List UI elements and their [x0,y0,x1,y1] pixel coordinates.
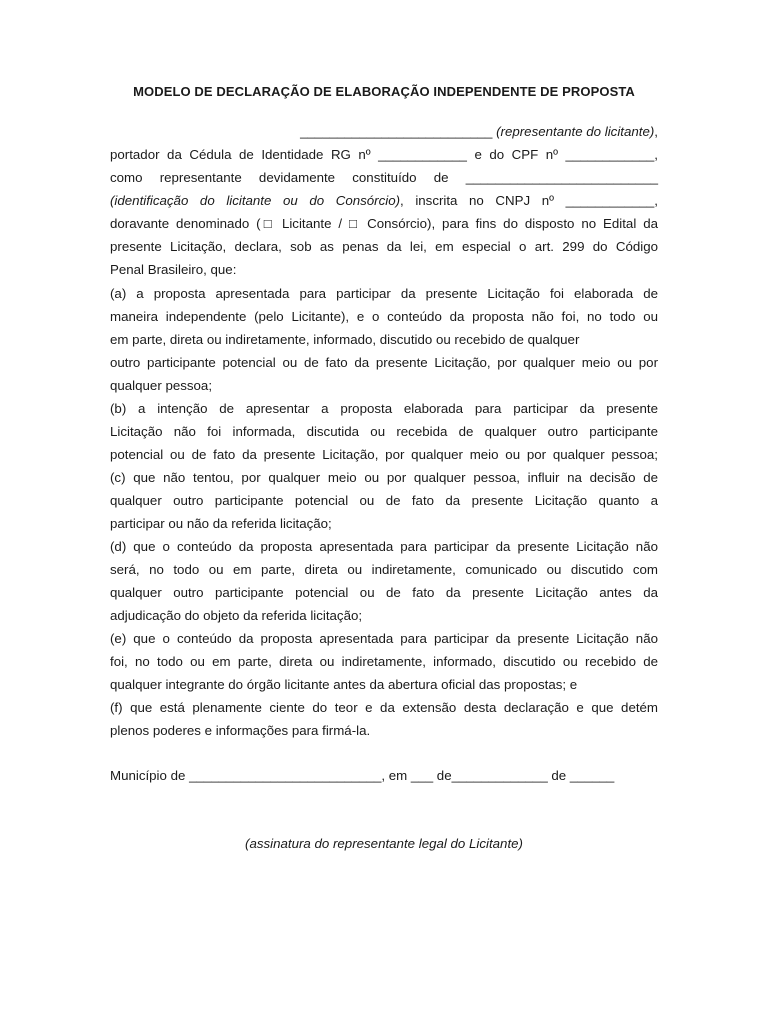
body-line: doravante denominado (□ Licitante / □ Consórcio), para fins do disposto no Edital da [110,216,658,231]
body-line: foi, no todo ou em parte, direta ou indiretamente, informado, discutido ou recebido de [110,654,658,669]
body-line: (c) que não tentou, por qualquer meio ou por qualquer pessoa, influir na decisão de [110,470,658,485]
body-line: em parte, direta ou indiretamente, informado, discutido ou recebido de qualquer [110,332,580,347]
body-line: presente Licitação, declara, sob as penas da lei, em especial o art. 299 do Código [110,239,658,254]
body-line: Licitação não foi informada, discutida ou recebida de qualquer outro participante [110,424,658,439]
body-line: adjudicação do objeto da referida licitação; [110,608,363,623]
body-line: potencial ou de fato da presente Licitação, por qualquer meio ou por qualquer pessoa; [110,447,658,462]
signature-caption: (assinatura do representante legal do Licitante) [245,836,523,851]
place-date-line: Município de __________________________, em ___ de_____________ de ______ [110,768,615,783]
body-line: (identificação do licitante ou do Consórcio), inscrita no CNPJ nº ____________, [110,193,658,208]
body-line: (f) que está plenamente ciente do teor e da extensão desta declaração e que detém [110,700,658,715]
body-line: (a) a proposta apresentada para participar da presente Licitação foi elaborada de [110,286,658,301]
body-line: qualquer outro participante potencial ou de fato da presente Licitação quanto a [110,493,658,508]
body-line: qualquer pessoa; [110,378,213,393]
body-line: qualquer outro participante potencial ou de fato da presente Licitação antes da [110,585,658,600]
body-line: como representante devidamente constituído de __________________________ [110,170,658,185]
italic-phrase: (identificação do licitante ou do Consórcio) [110,193,401,208]
body-line: será, no todo ou em parte, direta ou indiretamente, comunicado ou discutido com [110,562,658,577]
body-line: __________________________ (representante do licitante), [300,124,658,139]
body-line: maneira independente (pelo Licitante), e o conteúdo da proposta não foi, no todo ou [110,309,658,324]
body-line: portador da Cédula de Identidade RG nº ____________ e do CPF nº ____________, [110,147,658,162]
body-line: Penal Brasileiro, que: [110,262,237,277]
document-title: MODELO DE DECLARAÇÃO DE ELABORAÇÃO INDEPENDENTE DE PROPOSTA [133,84,635,99]
body-line: (e) que o conteúdo da proposta apresentada para participar da presente Licitação não [110,631,658,646]
body-line: qualquer integrante do órgão licitante antes da abertura oficial das propostas; e [110,677,578,692]
italic-phrase: (representante do licitante) [496,124,655,139]
body-line: (d) que o conteúdo da proposta apresentada para participar da presente Licitação não [110,539,658,554]
body-line: outro participante potencial ou de fato da presente Licitação, por qualquer meio ou por [110,355,658,370]
body-line: plenos poderes e informações para firmá-la. [110,723,371,738]
body-line: participar ou não da referida licitação; [110,516,332,531]
body-line: (b) a intenção de apresentar a proposta elaborada para participar da presente [110,401,658,416]
